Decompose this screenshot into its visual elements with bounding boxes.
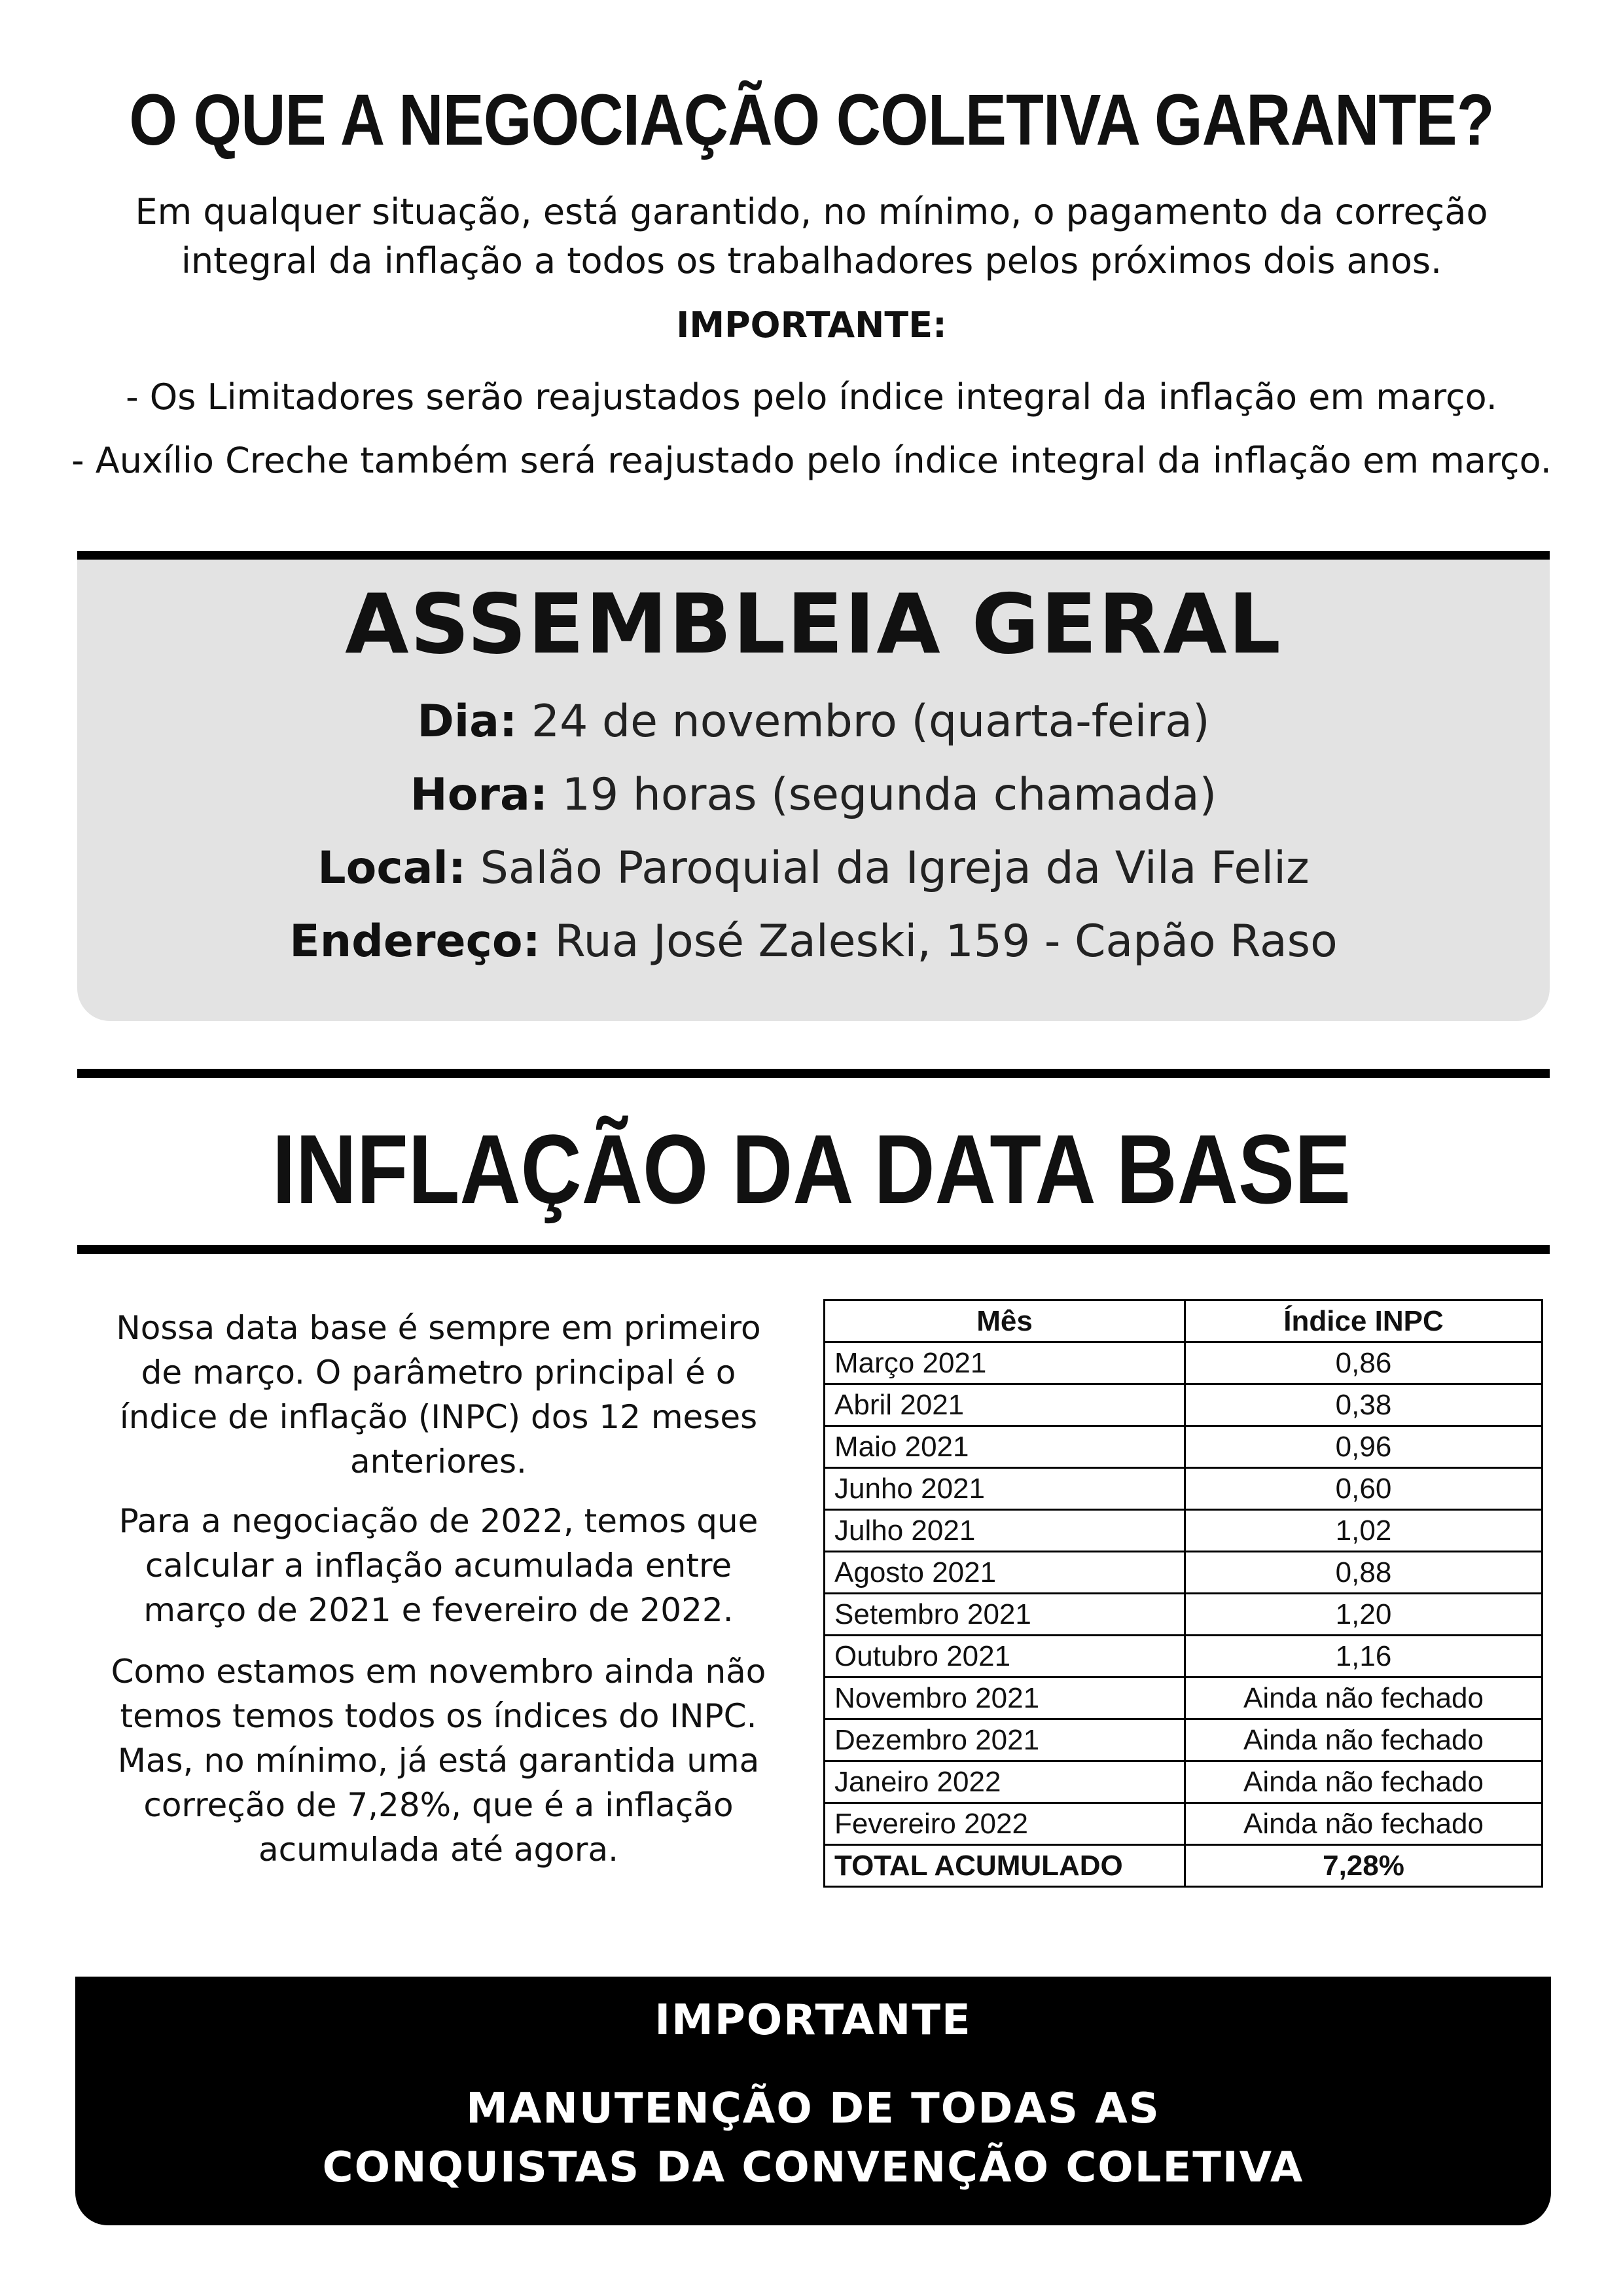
address-value: Rua José Zaleski, 159 - Capão Raso xyxy=(554,916,1338,967)
total-row xyxy=(825,1845,1543,1887)
assembly-address xyxy=(77,912,1550,971)
table-row xyxy=(825,1719,1543,1761)
month-cell: Agosto 2021 xyxy=(825,1552,1185,1594)
table-row xyxy=(825,1677,1543,1719)
section-divider xyxy=(77,551,1550,560)
table-row xyxy=(825,1636,1543,1677)
assembly-title: ASSEMBLEIA GERAL xyxy=(345,576,1282,672)
table-row xyxy=(825,1510,1543,1552)
banner-line-1: MANUTENÇÃO DE TODAS AS xyxy=(466,2085,1160,2133)
month-cell: Setembro 2021 xyxy=(825,1594,1185,1636)
table-row xyxy=(825,1426,1543,1468)
inflation-title: INFLAÇÃO DA DATA BASE xyxy=(272,1114,1351,1224)
hour-value: 19 horas (segunda chamada) xyxy=(562,769,1217,821)
index-cell: Ainda não fechado xyxy=(1185,1803,1543,1845)
index-cell: 1,02 xyxy=(1185,1510,1543,1552)
index-cell: 0,96 xyxy=(1185,1426,1543,1468)
month-cell: Fevereiro 2022 xyxy=(825,1803,1185,1845)
index-cell: 0,88 xyxy=(1185,1552,1543,1594)
index-cell: 1,16 xyxy=(1185,1636,1543,1677)
table-row xyxy=(825,1342,1543,1384)
important-label: IMPORTANTE: xyxy=(676,304,947,346)
index-cell: 0,86 xyxy=(1185,1342,1543,1384)
text-line: Para a negociação de 2022, temos que xyxy=(118,1502,758,1540)
month-cell: Março 2021 xyxy=(825,1342,1185,1384)
index-cell: 1,20 xyxy=(1185,1594,1543,1636)
banner-important-label: IMPORTANTE xyxy=(654,1996,972,2045)
month-cell: Abril 2021 xyxy=(825,1384,1185,1426)
inpc-table xyxy=(823,1299,1543,1888)
text-line: Como estamos em novembro ainda não xyxy=(111,1653,766,1691)
hour-label: Hora: xyxy=(410,769,548,821)
month-cell: Junho 2021 xyxy=(825,1468,1185,1510)
text-line: acumulada até agora. xyxy=(259,1831,618,1869)
assembly-day xyxy=(77,692,1550,751)
table-header-row xyxy=(825,1300,1543,1342)
index-cell: Ainda não fechado xyxy=(1185,1761,1543,1803)
guarantee-item-creche: - Auxílio Creche também será reajustado pelo índice integral da inflação em março. xyxy=(71,440,1552,481)
index-cell: Ainda não fechado xyxy=(1185,1677,1543,1719)
index-cell: 0,38 xyxy=(1185,1384,1543,1426)
text-line: temos temos todos os índices do INPC. xyxy=(120,1697,757,1735)
table-row xyxy=(825,1761,1543,1803)
text-line: correção de 7,28%, que é a inflação xyxy=(143,1786,734,1824)
day-value: 24 de novembro (quarta-feira) xyxy=(531,696,1210,747)
table-row xyxy=(825,1468,1543,1510)
month-cell: Janeiro 2022 xyxy=(825,1761,1185,1803)
inflation-paragraph-1 xyxy=(85,1306,792,1484)
table-row xyxy=(825,1803,1543,1845)
text-line: índice de inflação (INPC) dos 12 meses xyxy=(119,1398,758,1436)
place-label: Local: xyxy=(317,842,467,894)
month-cell: Maio 2021 xyxy=(825,1426,1185,1468)
month-cell: Dezembro 2021 xyxy=(825,1719,1185,1761)
address-label: Endereço: xyxy=(289,916,541,967)
assembly-place xyxy=(77,839,1550,898)
col-month-header: Mês xyxy=(825,1300,1185,1342)
text-line: março de 2021 e fevereiro de 2022. xyxy=(143,1591,734,1629)
guarantee-item-limitadores: - Os Limitadores serão reajustados pelo índice integral da inflação em março. xyxy=(126,376,1497,418)
assembly-hour xyxy=(77,766,1550,825)
text-line: Mas, no mínimo, já está garantida uma xyxy=(117,1742,760,1780)
banner-line-2: CONQUISTAS DA CONVENÇÃO COLETIVA xyxy=(322,2144,1304,2192)
text-line: calcular a inflação acumulada entre xyxy=(145,1547,732,1585)
month-cell: Julho 2021 xyxy=(825,1510,1185,1552)
total-label: TOTAL ACUMULADO xyxy=(825,1845,1185,1887)
table-row xyxy=(825,1552,1543,1594)
text-line: anteriores. xyxy=(350,1443,527,1480)
table-row xyxy=(825,1384,1543,1426)
guarantee-intro-line2: integral da inflação a todos os trabalhadores pelos próximos dois anos. xyxy=(181,240,1442,281)
section-divider xyxy=(77,1069,1550,1078)
text-line: Nossa data base é sempre em primeiro xyxy=(116,1309,761,1347)
place-value: Salão Paroquial da Igreja da Vila Feliz xyxy=(480,842,1310,894)
inflation-paragraph-3 xyxy=(85,1649,792,1872)
index-cell: Ainda não fechado xyxy=(1185,1719,1543,1761)
total-value: 7,28% xyxy=(1185,1845,1543,1887)
section-divider xyxy=(77,1245,1550,1254)
month-cell: Outubro 2021 xyxy=(825,1636,1185,1677)
inflation-paragraph-2 xyxy=(85,1499,792,1632)
index-cell: 0,60 xyxy=(1185,1468,1543,1510)
month-cell: Novembro 2021 xyxy=(825,1677,1185,1719)
text-line: de março. O parâmetro principal é o xyxy=(141,1354,736,1391)
guarantee-title: O QUE A NEGOCIAÇÃO COLETIVA GARANTE? xyxy=(129,80,1494,160)
day-label: Dia: xyxy=(417,696,518,747)
guarantee-intro-line1: Em qualquer situação, está garantido, no mínimo, o pagamento da correção xyxy=(135,191,1488,232)
table-row xyxy=(825,1594,1543,1636)
col-index-header: Índice INPC xyxy=(1185,1300,1543,1342)
